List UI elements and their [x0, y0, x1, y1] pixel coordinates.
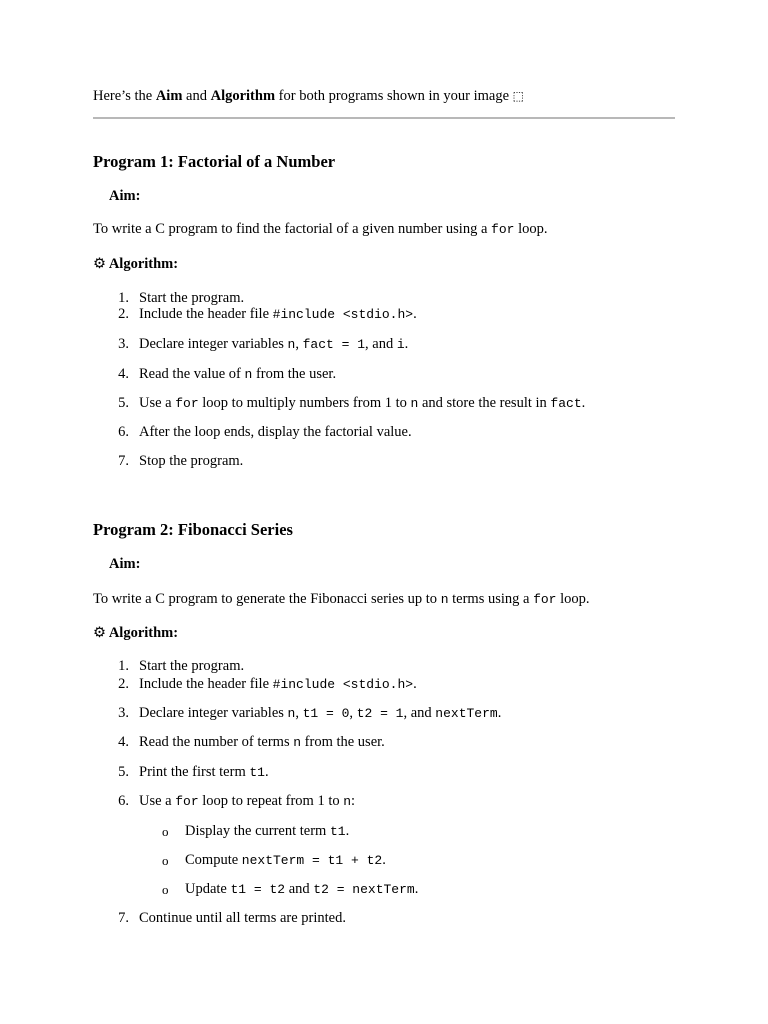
intro-text: for both programs shown in your image	[275, 88, 513, 104]
text: and	[285, 881, 314, 897]
text: , and	[365, 336, 397, 352]
gear-icon: ⚙	[93, 625, 106, 641]
step-number: 3.	[118, 336, 129, 352]
program2-aim-text	[93, 591, 590, 608]
code: n	[410, 396, 419, 411]
text: Continue until all terms are printed.	[139, 910, 346, 926]
list-item	[139, 453, 243, 470]
text: .	[413, 306, 417, 322]
code: t1	[329, 824, 346, 839]
intro-line	[93, 88, 524, 105]
list-item	[139, 910, 346, 927]
list-item	[139, 395, 585, 412]
text: .	[264, 764, 269, 780]
sub-list-item	[185, 823, 349, 840]
algorithm-label-text: Algorithm:	[108, 625, 179, 641]
code: #include <stdio.h>	[272, 307, 414, 322]
list-item	[139, 658, 244, 675]
gear-icon: ⚙	[93, 256, 106, 272]
step-number: 7.	[118, 910, 129, 926]
bullet-icon: o	[162, 853, 169, 868]
step-number: 3.	[118, 705, 129, 721]
text: , and	[403, 705, 436, 721]
text: ,	[295, 705, 303, 721]
step-number: 1.	[118, 658, 129, 674]
step-number: 7.	[118, 453, 129, 469]
program1-algorithm-label	[93, 256, 178, 273]
text: Declare integer variables	[139, 705, 288, 721]
text: .	[404, 336, 409, 352]
code: n	[287, 337, 296, 352]
text: .	[414, 881, 419, 897]
text: Include the header file	[139, 306, 273, 322]
text: To write a C program to generate the Fibonacci series up to	[93, 591, 441, 607]
text: Start the program.	[139, 290, 245, 306]
emoji-icon: ⬚	[512, 89, 524, 103]
code: i	[396, 337, 405, 352]
text: ,	[295, 336, 303, 352]
code: n	[244, 367, 253, 382]
step-number: 6.	[118, 424, 129, 440]
program2-title: Program 2: Fibonacci Series	[93, 520, 293, 539]
algorithm-label-text: Algorithm:	[108, 256, 179, 272]
list-item	[139, 764, 269, 781]
text: Declare integer variables	[139, 336, 288, 352]
step-number: 5.	[118, 764, 129, 780]
text: and store the result in	[418, 395, 551, 411]
program1-title: Program 1: Factorial of a Number	[93, 152, 336, 171]
text: .	[413, 676, 417, 692]
list-item	[139, 424, 412, 441]
code: t1 = 0	[302, 706, 350, 721]
text: Display the current term	[185, 823, 330, 839]
text: .	[581, 395, 586, 411]
text: Use a	[139, 793, 176, 809]
step-number: 6.	[118, 793, 129, 809]
text: Use a	[139, 395, 176, 411]
list-item	[139, 306, 417, 323]
text: from the user.	[301, 734, 385, 750]
intro-text: Here’s the	[93, 88, 156, 104]
intro-text: and	[182, 88, 211, 104]
text: Compute	[185, 852, 242, 868]
text: :	[351, 793, 356, 809]
code: n	[343, 794, 352, 809]
code: for	[491, 222, 515, 237]
step-number: 4.	[118, 366, 129, 382]
list-item	[139, 336, 408, 353]
list-item	[139, 705, 501, 722]
text: To write a C program to find the factorial of a given number using a	[93, 221, 492, 237]
step-number: 5.	[118, 395, 129, 411]
text: loop to multiply numbers from 1 to	[198, 395, 411, 411]
code: n	[440, 592, 449, 607]
step-number: 2.	[118, 306, 129, 322]
step-number: 2.	[118, 676, 129, 692]
code: nextTerm = t1 + t2	[241, 853, 383, 868]
text: Print the first term	[139, 764, 250, 780]
horizontal-divider	[93, 117, 675, 119]
code: for	[175, 794, 199, 809]
code: nextTerm	[435, 706, 498, 721]
bullet-icon: o	[162, 882, 169, 897]
text: terms using a	[448, 591, 534, 607]
text: Start the program.	[139, 658, 245, 674]
text: Update	[185, 881, 231, 897]
code: t2 = nextTerm	[313, 882, 415, 897]
code: t1 = t2	[230, 882, 286, 897]
list-item	[139, 290, 244, 307]
bullet-icon: o	[162, 824, 169, 839]
code: n	[287, 706, 296, 721]
text: .	[345, 823, 350, 839]
sub-list-item	[185, 852, 386, 869]
program2-aim-label: Aim:	[109, 556, 141, 572]
code: for	[175, 396, 199, 411]
intro-algorithm-bold: Algorithm	[210, 88, 276, 104]
program1-aim-label: Aim:	[109, 188, 141, 204]
code: fact	[550, 396, 582, 411]
text: ,	[349, 705, 357, 721]
text: Stop the program.	[139, 453, 244, 469]
code: t1	[249, 765, 265, 780]
intro-aim-bold: Aim	[155, 88, 183, 104]
program2-algorithm-label	[93, 625, 178, 642]
text: Read the value of	[139, 366, 245, 382]
text: Read the number of terms	[139, 734, 294, 750]
text: loop to repeat from 1 to	[198, 793, 344, 809]
code: for	[533, 592, 557, 607]
step-number: 4.	[118, 734, 129, 750]
text: from the user.	[252, 366, 337, 382]
code: t2 = 1	[356, 706, 404, 721]
step-number: 1.	[118, 290, 129, 306]
list-item	[139, 793, 355, 810]
text: .	[497, 705, 502, 721]
list-item	[139, 366, 336, 383]
sub-list-item	[185, 881, 418, 898]
text: After the loop ends, display the factorial value.	[139, 424, 412, 440]
list-item	[139, 676, 417, 693]
code: fact = 1	[302, 337, 366, 352]
text: loop.	[556, 591, 590, 607]
text: .	[382, 852, 386, 868]
list-item	[139, 734, 385, 751]
code: #include <stdio.h>	[272, 677, 414, 692]
code: n	[293, 735, 302, 750]
text: loop.	[514, 221, 548, 237]
program1-aim-text	[93, 221, 547, 238]
text: Include the header file	[139, 676, 273, 692]
